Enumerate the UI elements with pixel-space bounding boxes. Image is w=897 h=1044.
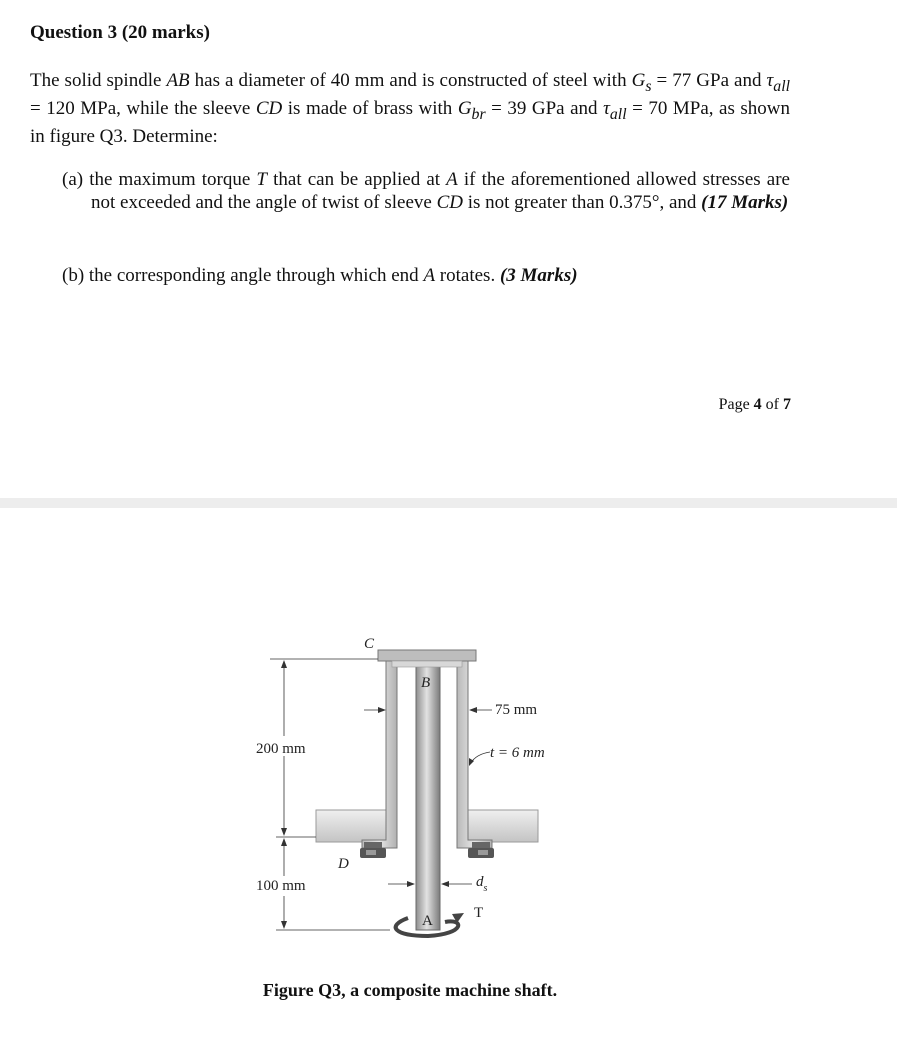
shaft-figure — [240, 630, 580, 950]
label-a: A — [422, 913, 433, 929]
page-number: Page 4 of 7 — [718, 396, 791, 413]
part-a: (a) the maximum torque T that can be applied at A if the aforementioned allowed stresses are not exceeded and the angle of twist of sleeve CD is not greater than 0.375°, and (17 Marks) — [62, 169, 790, 213]
label-d: D — [338, 856, 349, 872]
question-title: Question 3 (20 marks) — [30, 22, 210, 43]
figure-caption: Figure Q3, a composite machine shaft. — [262, 980, 558, 1000]
part-b-marks: (3 Marks) — [499, 265, 578, 286]
dim-200-label: 200 mm — [256, 741, 306, 757]
left-support — [316, 810, 386, 842]
dim-100-label: 100 mm — [256, 878, 306, 894]
part-b: (b) the corresponding angle through which end A rotates. (3 Marks) — [62, 265, 578, 286]
page-separator — [0, 498, 897, 508]
top-cap — [378, 650, 476, 661]
question-intro: The solid spindle AB has a diameter of 40 mm and is constructed of steel with $G_s = 77$ GPa and $\tau_{all} = 120$ MPa, while the sleeve CD is made of brass with $G_{br} = 39$ GPa and $\tau_{all} = 70$ MPa, as shown in figure Q3. Determine: — [30, 70, 791, 147]
dim-d-label: $d_s$ — [476, 874, 488, 894]
dim-t-label: t = 6 mm — [490, 745, 545, 761]
label-b: B — [421, 675, 431, 691]
part-a-marks: (17 Marks) — [701, 192, 789, 213]
label-c: C — [364, 636, 375, 652]
dim-75-label: 75 mm — [495, 702, 538, 718]
spindle-ab — [416, 660, 440, 930]
right-support — [468, 810, 538, 842]
label-t: T — [474, 905, 484, 921]
